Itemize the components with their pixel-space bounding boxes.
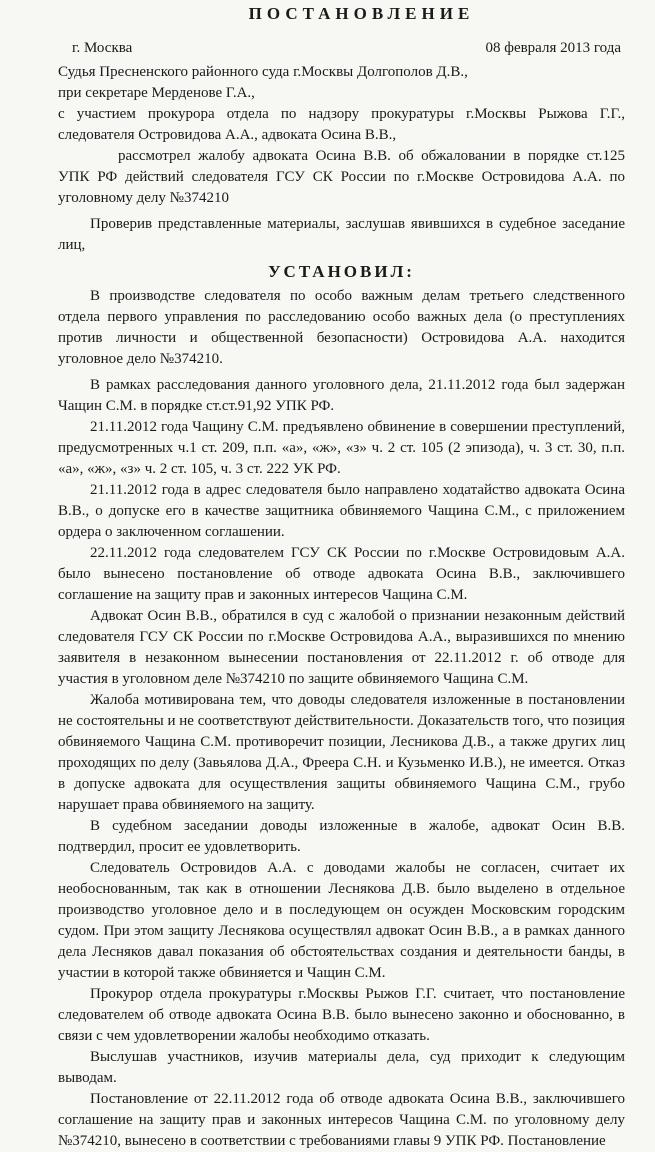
judge-line: Судья Пресненского районного суда г.Москвы Долгополов Д.В., xyxy=(58,64,468,80)
participants-line: с участием прокурора отдела по надзору прокуратуры г.Москвы Рыжова Г.Г., следователя Островидова А.А., адвоката Осина В.В., xyxy=(58,106,625,143)
paragraph: В производстве следователя по особо важным делам третьего следственного отдела первого управления по расследованию особо важных дела (о преступлениях против личности и общественной безопасности) Островидова А.А. находится уголовное дело №374210. xyxy=(58,288,625,367)
established-heading: УСТАНОВИЛ: xyxy=(268,262,415,281)
paragraph: 22.11.2012 года следователем ГСУ СК России по г.Москве Островидовым А.А. было вынесено постановление об отводе адвоката Осина В.В., заключившего соглашение на защиту прав и законных интересов Чащина С.М. xyxy=(58,545,625,603)
city: г. Москва xyxy=(72,40,133,56)
dateline xyxy=(58,40,625,62)
paragraph: Прокурор отдела прокуратуры г.Москвы Рыжов Г.Г. считает, что постановление следователем об отводе адвоката Осина В.В. было вынесено законно и обоснованно, в связи с чем удовлетворении жалобы необходимо отказать. xyxy=(58,986,625,1044)
checked-paragraph: Проверив представленные материалы, заслушав явившихся в судебное заседание лиц, xyxy=(58,216,625,253)
paragraph: Выслушав участников, изучив материалы дела, суд приходит к следующим выводам. xyxy=(58,1049,625,1086)
paragraph: Следователь Островидов А.А. с доводами жалобы не согласен, считает их необоснованным, так как в отношении Леснякова Д.В. было выделено в отдельное производство уголовное дело и в последующем он осужден Московским городским судом. При этом защиту Леснякова осуществлял адвокат Осин В.В., а в рамках данного дела Лесняков давал показания об обстоятельствах создания и деятельности банды, в участии в которой также обвиняется и Чащин С.М. xyxy=(58,860,625,981)
paragraph: 21.11.2012 года Чащину С.М. предъявлено обвинение в совершении преступлений, предусмотренных ч.1 ст. 209, п.п. «а», «ж», «з» ч. 2 ст. 105 (2 эпизода), ч. 3 ст. 30, п.п. «а», «ж», «з» ч. 2 ст. 105, ч. 3 ст. 222 УК РФ. xyxy=(58,419,625,477)
document-title: ПОСТАНОВЛЕНИЕ xyxy=(248,4,475,23)
paragraph: В судебном заседании доводы изложенные в жалобе, адвокат Осин В.В. подтвердил, просит ее удовлетворить. xyxy=(58,818,625,855)
paragraph: Жалоба мотивирована тем, что доводы следователя изложенные в постановлении не состоятельны и не соответствуют действительности. Доказательств того, что позиция обвиняемого Чащина С.М. противоречит позиции, Лесникова Д.В., а также других лиц проходящих по делу (Завьялова Д.А., Фреера С.Н. и Кузьменко И.В.), не имеется. Отказ в допуске адвоката для осуществления защиты обвиняемого Чащина С.М., грубо нарушает права обвиняемого на защиту. xyxy=(58,692,625,813)
secretary-line: при секретаре Мерденове Г.А., xyxy=(58,85,255,101)
paragraph: Адвокат Осин В.В., обратился в суд с жалобой о признании незаконным действий следователя ГСУ СК России по г.Москве Островидова А.А., выразившихся по мнению заявителя в незаконном вынесении постановления от 22.11.2012 г. об отводе для участия в уголовном деле №374210 по защите обвиняемого Чащина С.М. xyxy=(58,608,625,687)
paragraph: В рамках расследования данного уголовного дела, 21.11.2012 года был задержан Чащин С.М. в порядке ст.ст.91,92 УПК РФ. xyxy=(58,377,625,414)
considered-paragraph: рассмотрел жалобу адвоката Осина В.В. об обжаловании в порядке ст.125 УПК РФ действий следователя ГСУ СК России по г.Москве Островидова А.А. по уголовному делу №374210 xyxy=(58,148,625,206)
paragraph: 21.11.2012 года в адрес следователя было направлено ходатайство адвоката Осина В.В., о допуске его в качестве защитника обвиняемого Чащина С.М., с приложением ордера о заключенном соглашении. xyxy=(58,482,625,540)
document-date: 08 февраля 2013 года xyxy=(485,40,621,56)
paragraph: Постановление от 22.11.2012 года об отводе адвоката Осина В.В., заключившего соглашение на защиту прав и законных интересов Чащина С.М. по уголовному делу №374210, вынесено в соответствии с требованиями главы 9 УПК РФ. Постановление xyxy=(58,1091,625,1149)
